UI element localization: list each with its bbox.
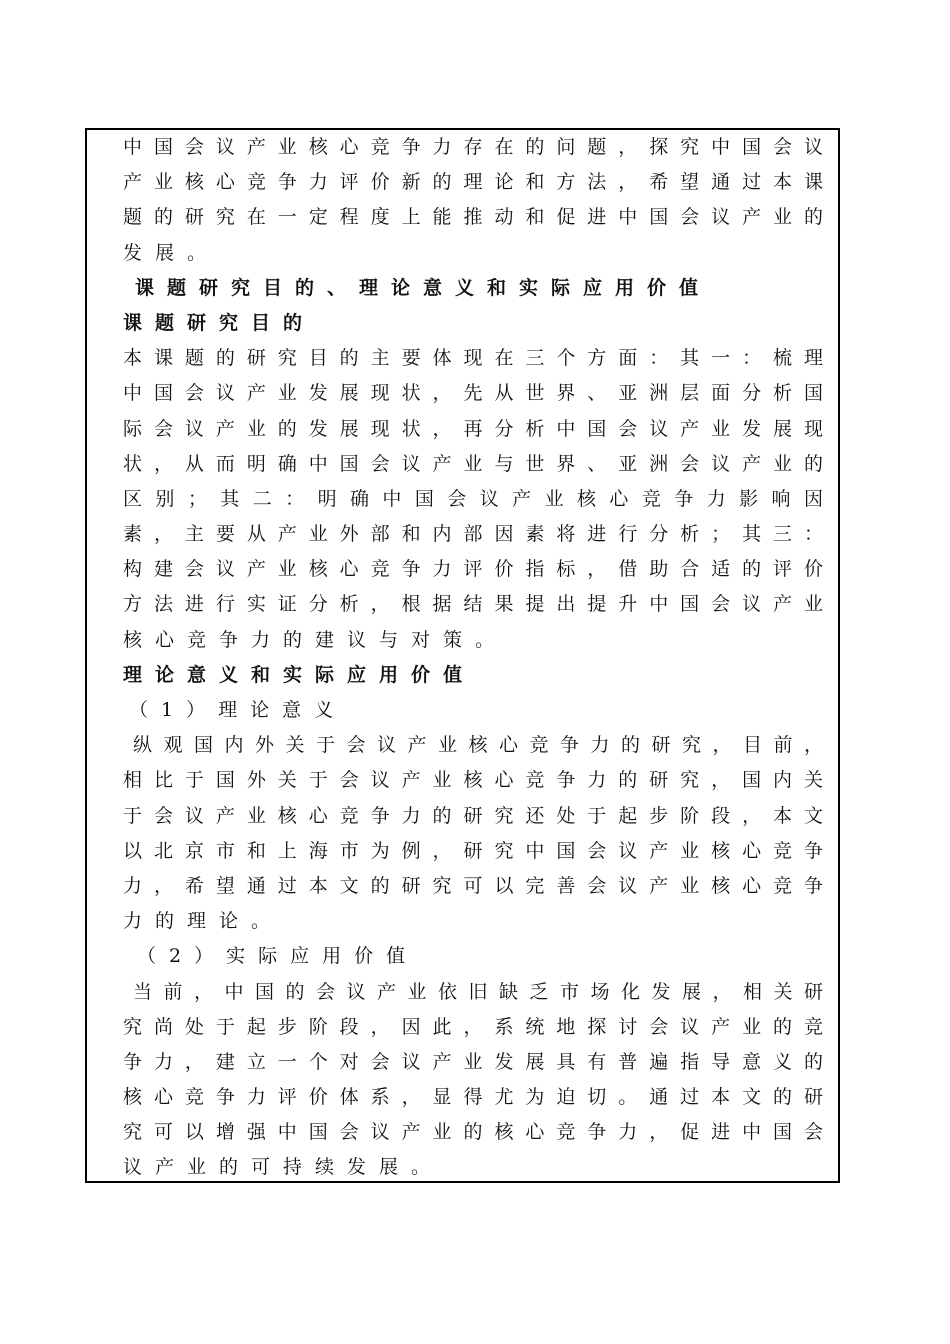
subheading-application: （2）实际应用价值: [137, 945, 419, 968]
text-line: 素，主要从产业外部和内部因素将进行分析；其三：: [123, 523, 823, 546]
subsection-heading: 课题研究目的: [123, 311, 316, 334]
text-line: 中国会议产业发展现状，先从世界、亚洲层面分析国: [123, 382, 823, 405]
text-line: 发展。: [123, 241, 220, 264]
text-line: 争力，建立一个对会议产业发展具有普遍指导意义的: [123, 1050, 823, 1073]
section-heading: 课题研究目的、理论意义和实际应用价值: [135, 276, 712, 299]
text-line: 力，希望通过本文的研究可以完善会议产业核心竞争: [123, 874, 823, 897]
text-line: 产业核心竞争力评价新的理论和方法，希望通过本课: [123, 171, 823, 194]
text-line: 方法进行实证分析，根据结果提出提升中国会议产业: [123, 593, 823, 616]
text-line: 究可以增强中国会议产业的核心竞争力，促进中国会: [123, 1121, 823, 1144]
text-line: 构建会议产业核心竞争力评价指标，借助合适的评价: [123, 558, 823, 581]
text-line: 状，从而明确中国会议产业与世界、亚洲会议产业的: [123, 452, 823, 475]
text-line: 议产业的可持续发展。: [123, 1156, 444, 1179]
subsection-heading: 理论意义和实际应用价值: [123, 663, 476, 686]
text-line: 以北京市和上海市为例，研究中国会议产业核心竞争: [123, 839, 823, 862]
text-line: 核心竞争力的建议与对策。: [123, 628, 508, 651]
text-line: 究尚处于起步阶段，因此，系统地探讨会议产业的竞: [123, 1015, 823, 1038]
document-body: [123, 130, 823, 1186]
text-line: 题的研究在一定程度上能推动和促进中国会议产业的: [123, 206, 823, 229]
text-line: 力的理论。: [123, 910, 284, 933]
text-line: 区别；其二：明确中国会议产业核心竞争力影响因: [123, 487, 823, 510]
text-line: 当前，中国的会议产业依旧缺乏市场化发展，相关研: [133, 980, 823, 1003]
text-line: 中国会议产业核心竞争力存在的问题，探究中国会议: [123, 136, 823, 158]
text-line: 本课题的研究目的主要体现在三个方面：其一：梳理: [123, 347, 823, 370]
text-line: 际会议产业的发展现状，再分析中国会议产业发展现: [123, 417, 823, 440]
subheading-theory: （1）理论意义: [129, 699, 347, 721]
text-line: 相比于国外关于会议产业核心竞争力的研究，国内关: [123, 769, 823, 792]
text-line: 核心竞争力评价体系，显得尤为迫切。通过本文的研: [123, 1086, 823, 1109]
text-line: 纵观国内外关于会议产业核心竞争力的研究，目前，: [133, 734, 823, 757]
text-line: 于会议产业核心竞争力的研究还处于起步阶段，本文: [123, 804, 823, 827]
